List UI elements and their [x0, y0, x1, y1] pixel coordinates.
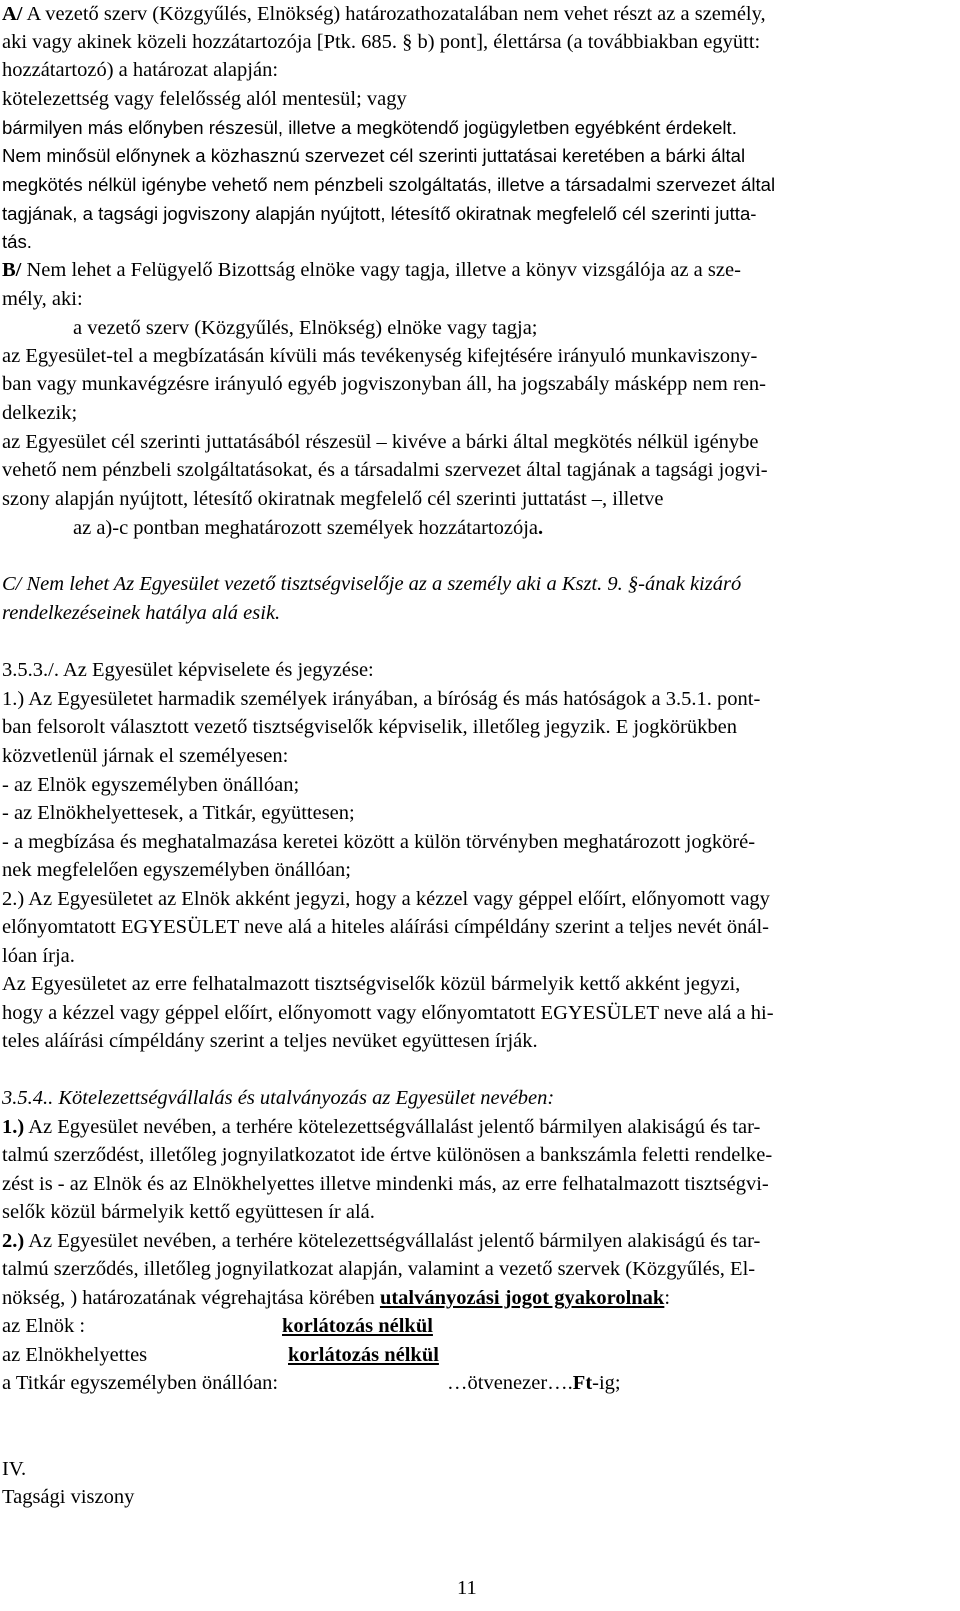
text-run: tagjának, a tagsági jogviszony alapján nyújtott, létesítő okiratnak megfelelő cél szerinti jutta- [2, 203, 757, 224]
text-run: bármilyen más előnyben részesül, illetve a megkötendő jogügyletben egyébként érdekelt. [2, 117, 737, 138]
text-run: Az Egyesületet az erre felhatalmazott tisztségviselők közül bármelyik kettő akként jegyzi, [2, 973, 741, 995]
text-run: . [538, 517, 544, 539]
text-line [2, 860, 351, 881]
text-run: hozzátartozó) a határozat alapján: [2, 59, 279, 81]
text-line [2, 460, 768, 481]
text-line [2, 1345, 147, 1366]
text-run: zést is - az Elnök és az Elnökhelyettes illetve mindenki más, az erre felhatalmazott tisztségvi- [2, 1173, 769, 1195]
text-line [2, 205, 757, 224]
text-line [2, 1117, 760, 1138]
text-run: hogy a kézzel vagy géppel előírt, előnyomott vagy előnyomtatott EGYESÜLET neve alá a hi- [2, 1002, 774, 1024]
text-run: korlátozás nélkül [288, 1344, 439, 1366]
text-line [73, 518, 543, 539]
text-run: utalványozási jogot gyakorolnak [379, 1287, 665, 1309]
text-line [2, 803, 355, 824]
text-line [2, 1259, 755, 1280]
text-run: C/ Nem lehet Az Egyesület vezető tisztségviselője az a személy aki a Kszt. 9. §-ának kizáró [2, 573, 742, 595]
text-run: előnyomtatott EGYESÜLET neve alá a hiteles aláírási címpéldány szerint a teljes nevét önál- [2, 916, 769, 938]
text-line [2, 917, 769, 938]
text-line [282, 1316, 433, 1337]
text-line [2, 4, 766, 25]
text-run: delkezik; [2, 402, 78, 424]
text-line [2, 489, 664, 510]
text-line [2, 233, 32, 252]
text-line [2, 89, 407, 110]
text-run: lóan írja. [2, 945, 75, 967]
text-run: Nem minősül előnynek a közhasznú szervezet cél szerinti juttatásai keretében a bárki által [2, 145, 746, 166]
text-run: mély, aki: [2, 288, 83, 310]
text-line [2, 946, 75, 967]
text-line [2, 1202, 375, 1223]
text-line [2, 1288, 670, 1309]
text-line [2, 1003, 774, 1024]
text-run: korlátozás nélkül [282, 1315, 433, 1337]
text-run: …ötvenezer…. [447, 1372, 573, 1394]
text-run: -ig; [592, 1372, 621, 1394]
text-line [2, 660, 374, 681]
text-line [2, 974, 740, 995]
text-run: a vezető szerv (Közgyűlés, Elnökség) elnöke vagy tagja; [73, 317, 538, 339]
text-run: A/ [2, 3, 23, 25]
text-line [2, 60, 278, 81]
text-run: - az Elnök egyszemélyben önállóan; [2, 774, 300, 796]
text-run: Tagsági viszony [2, 1486, 135, 1508]
page-number: 11 [457, 1577, 477, 1599]
text-line [447, 1373, 621, 1394]
text-run: 3.5.4.. Kötelezettségvállalás és utalványozás az Egyesület nevében: [2, 1087, 555, 1109]
text-run: 2.) [2, 1230, 25, 1252]
text-run: A vezető szerv (Közgyűlés, Elnökség) határozathozatalában nem vehet részt az a személy, [22, 3, 766, 25]
text-run: az Egyesület cél szerinti juttatásából részesül – kivéve a bárki által megkötés nélkül igénybe [2, 431, 759, 453]
text-run: 1.) [2, 1116, 25, 1138]
text-line [73, 318, 538, 339]
text-line [2, 403, 77, 424]
text-line [2, 374, 766, 395]
text-line [2, 574, 741, 595]
text-line [2, 1459, 26, 1480]
text-run: ban vagy munkavégzésre irányuló egyéb jogviszonyban áll, ha jogszabály másképp nem ren- [2, 373, 766, 395]
text-line [2, 689, 760, 710]
text-run: Az Egyesület nevében, a terhére kötelezettségvállalást jelentő bármilyen alakiságú és tar- [24, 1116, 761, 1138]
text-run: nek megfelelően egyszemélyben önállóan; [2, 859, 351, 881]
text-line [2, 775, 299, 796]
text-line [2, 32, 760, 53]
text-line [2, 1088, 554, 1109]
text-run: Ft [572, 1372, 593, 1394]
text-run: nökség, ) határozatának végrehajtása körében [2, 1287, 380, 1309]
text-run: Az Egyesület nevében, a terhére kötelezettségvállalást jelentő bármilyen alakiságú és tar- [24, 1230, 761, 1252]
text-run: szony alapján nyújtott, létesítő okiratnak megfelelő cél szerinti juttatást –, illetve [2, 488, 664, 510]
text-run: 3.5.3./. Az Egyesület képviselete és jegyzése: [2, 659, 374, 681]
text-run: az Elnök : [2, 1315, 86, 1337]
text-run: : [664, 1287, 671, 1309]
text-line [2, 289, 83, 310]
text-line [2, 603, 280, 624]
text-run: talmú szerződés, illetőleg jognyilatkozat alapján, valamint a vezető szervek (Közgyűlés, El- [2, 1258, 756, 1280]
text-run: B/ [2, 259, 22, 281]
text-line [2, 1231, 760, 1252]
text-run: teles aláírási címpéldány szerint a teljes nevüket együttesen írják. [2, 1030, 538, 1052]
text-run: selők közül bármelyik kettő együttesen ír alá. [2, 1201, 375, 1223]
text-run: Nem lehet a Felügyelő Bizottság elnöke vagy tagja, illetve a könyv vizsgálója az a sze- [21, 259, 741, 281]
text-line [2, 346, 757, 367]
text-run: IV. [2, 1458, 27, 1480]
text-line [2, 1145, 772, 1166]
text-run: ban felsorolt választott vezető tisztségviselők képviselik, illetőleg jegyzik. E jogkörükben [2, 716, 737, 738]
text-line [2, 176, 775, 195]
text-run: vehető nem pénzbeli szolgáltatásokat, és a társadalmi szervezet által tagjának a tagsági jogvi- [2, 459, 768, 481]
text-run: - az Elnökhelyettesek, a Titkár, együttesen; [2, 802, 355, 824]
text-run: tás. [2, 231, 32, 252]
text-line [2, 1031, 538, 1052]
text-run: közvetlenül járnak el személyesen: [2, 745, 289, 767]
text-line [2, 1174, 769, 1195]
text-run: rendelkezéseinek hatálya alá esik. [2, 602, 281, 624]
text-line [2, 1316, 85, 1337]
text-line [2, 832, 755, 853]
text-run: megkötés nélkül igénybe vehető nem pénzbeli szolgáltatás, illetve a társadalmi szervezet által [2, 174, 776, 195]
text-line [2, 260, 741, 281]
text-line [288, 1345, 439, 1366]
text-run: az a)-c pontban meghatározott személyek hozzátartozója [73, 517, 538, 539]
text-line [2, 746, 288, 767]
text-line [2, 717, 737, 738]
text-run: kötelezettség vagy felelősség alól mentesül; vagy [2, 88, 407, 110]
text-line [2, 147, 745, 166]
text-run: talmú szerződést, illetőleg jognyilatkozatot ide értve különösen a bankszámla feletti rendelke- [2, 1144, 773, 1166]
text-line [2, 119, 737, 138]
text-run: 1.) Az Egyesületet harmadik személyek irányában, a bíróság és más hatóságok a 3.5.1. pont- [2, 688, 761, 710]
text-line [2, 432, 759, 453]
text-line [2, 1373, 278, 1394]
text-line [2, 1487, 134, 1508]
text-line [2, 889, 770, 910]
text-run: a Titkár egyszemélyben önállóan: [2, 1372, 279, 1394]
text-run: - a megbízása és meghatalmazása keretei között a külön törvényben meghatározott jogköré- [2, 831, 756, 853]
text-run: az Egyesület-tel a megbízatásán kívüli más tevékenység kifejtésére irányuló munkaviszony- [2, 345, 758, 367]
text-run: 2.) Az Egyesületet az Elnök akként jegyzi, hogy a kézzel vagy géppel előírt, előnyomott vagy [2, 888, 770, 910]
text-run: az Elnökhelyettes [2, 1344, 148, 1366]
text-run: aki vagy akinek közeli hozzátartozója [Ptk. 685. § b) pont], élettársa (a továbbiakban együtt: [2, 31, 761, 53]
